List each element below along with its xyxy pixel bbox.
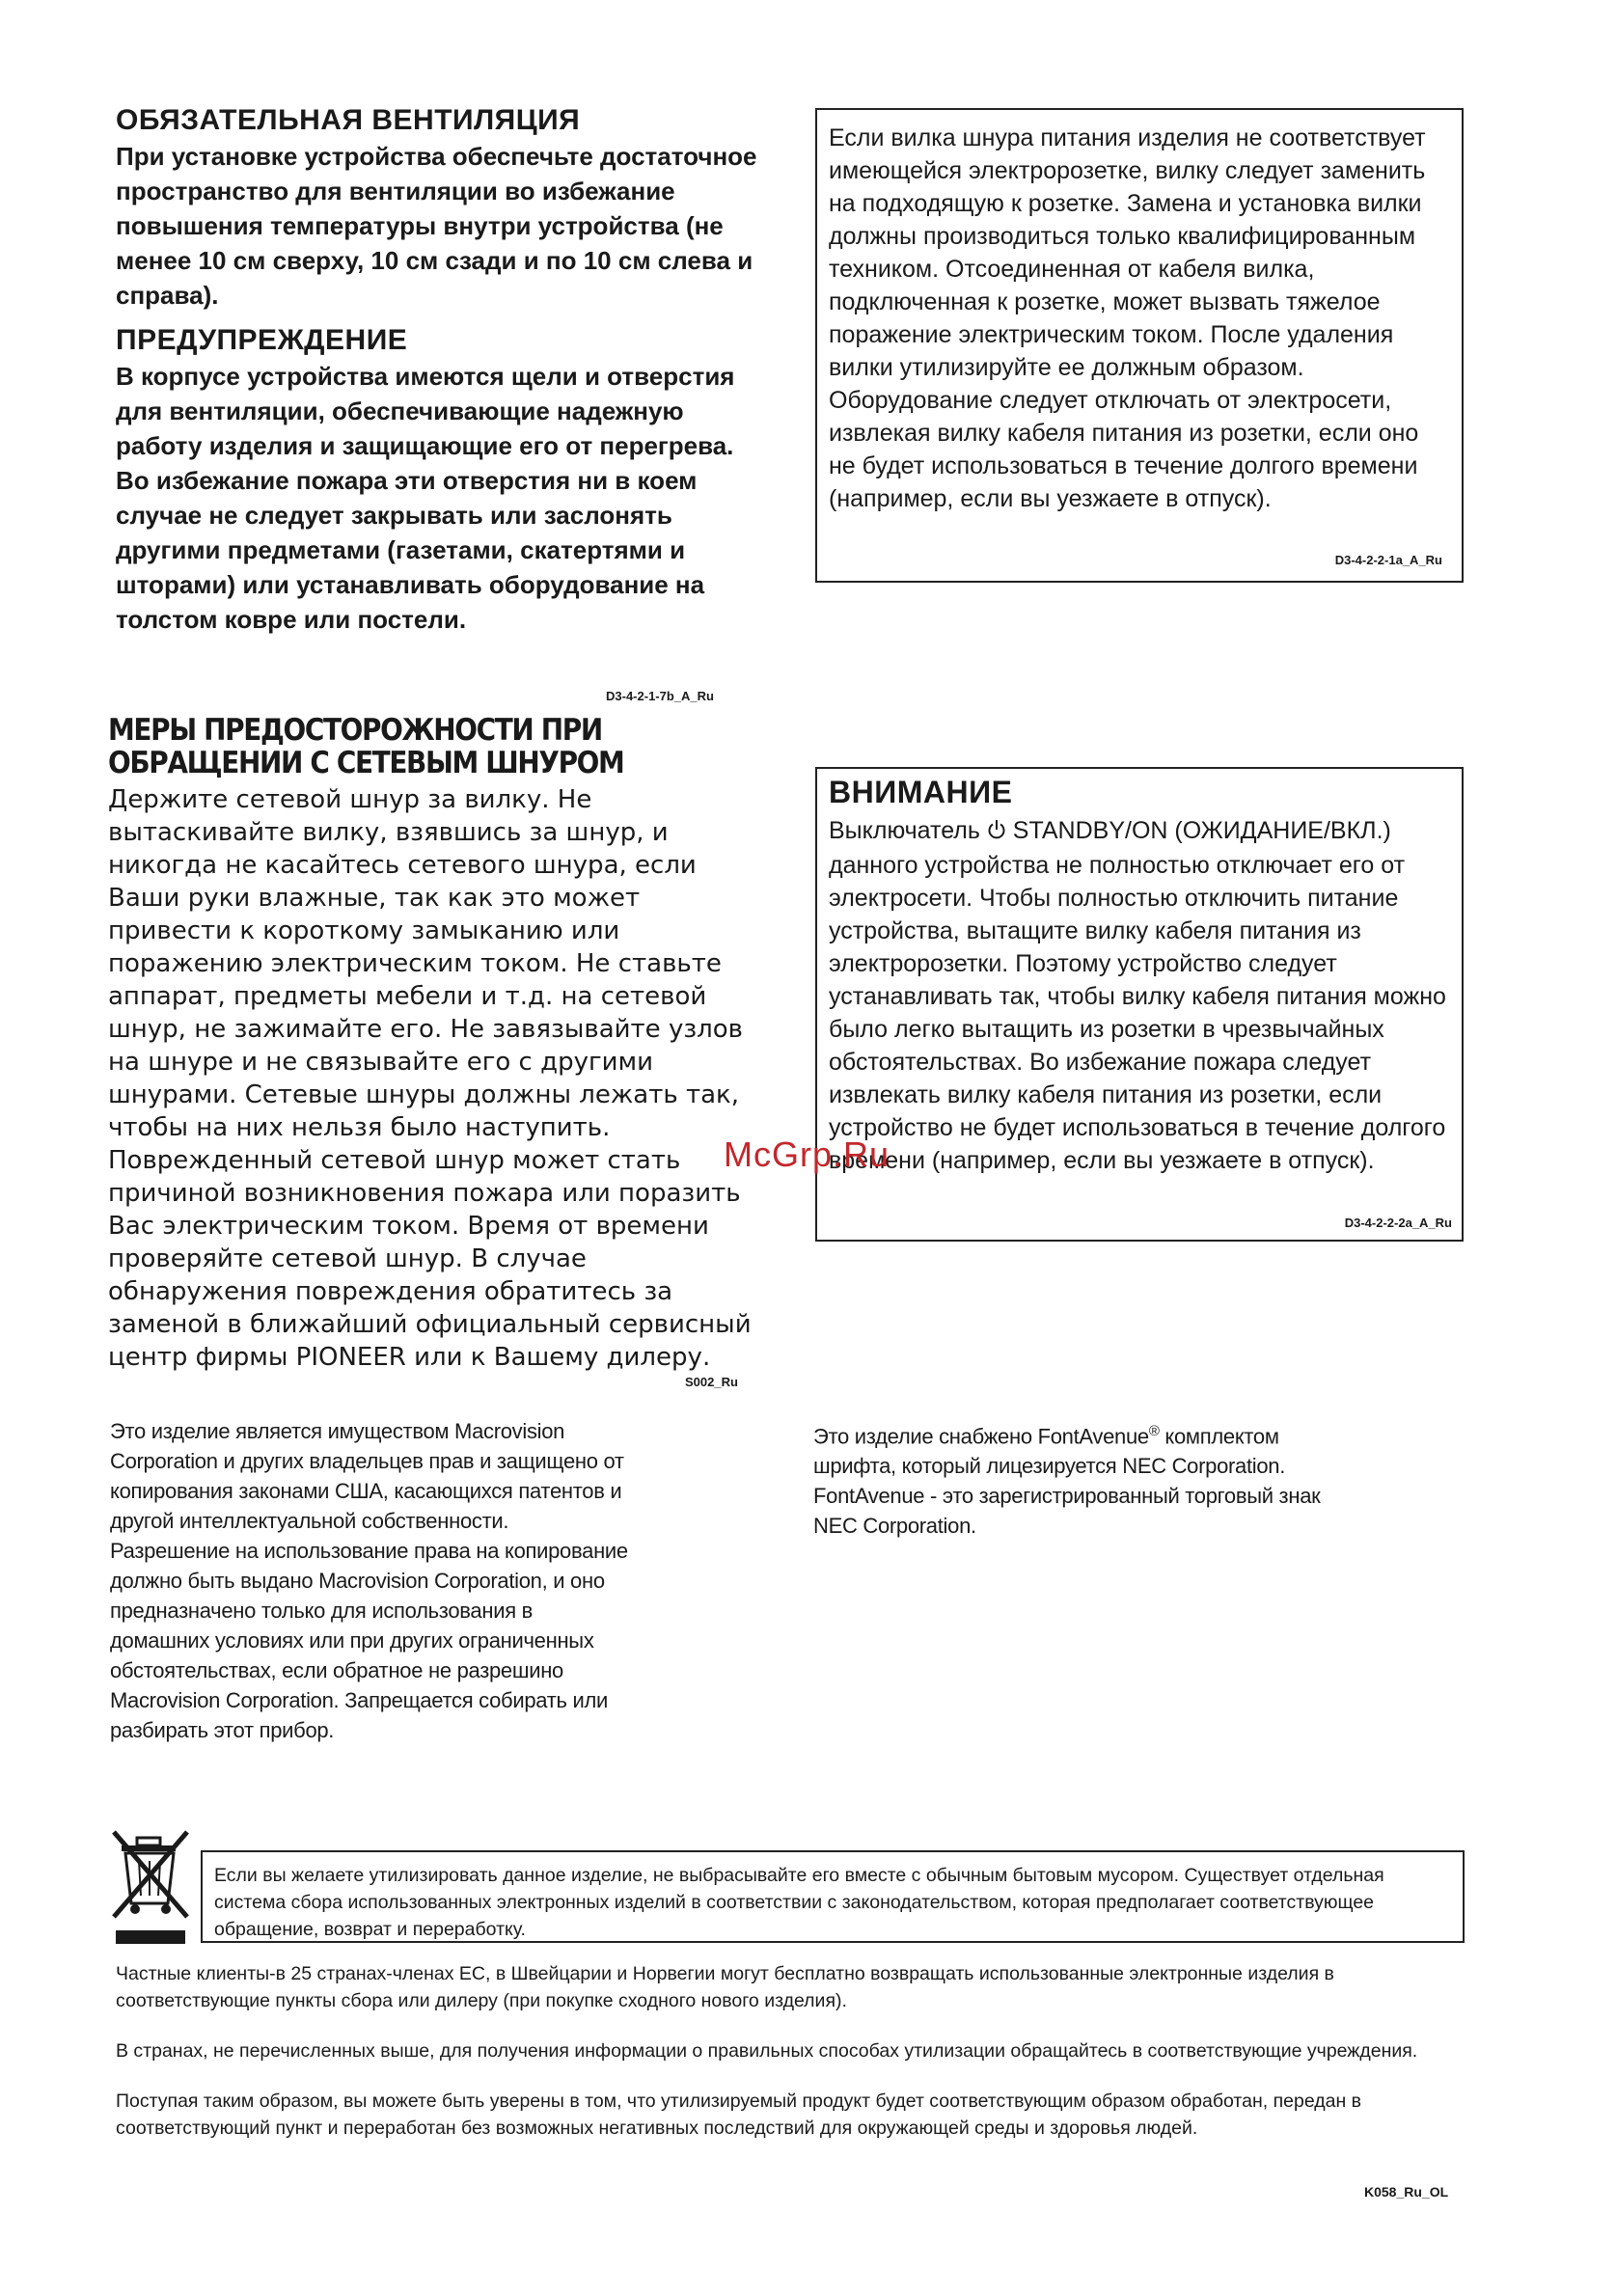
- macrovision-section: [110, 1416, 631, 1745]
- ventilation-title: ОБЯЗАТЕЛЬНАЯ ВЕНТИЛЯЦИЯ: [116, 104, 581, 136]
- plug-notice-code: D3-4-2-2-1a_A_Ru: [1334, 553, 1442, 567]
- fontavenue-section: [813, 1416, 1339, 1541]
- fontavenue-text: [813, 1416, 1339, 1541]
- standby-power-icon: [987, 816, 1006, 849]
- fontavenue-text-rest: комплектом шрифта, который лицезируется NEC Corporation. FontAvenue - это зарегистрированный торговый знак NEC Corporation.: [813, 1424, 1321, 1539]
- recycling-box-text: Если вы желаете утилизировать данное изделие, не выбрасывайте его вместе с обычным бытовым мусором. Существует отдельная система сбора использованных электронных изделий в соответствии с законодательством, которая предполагает соответствующее обращение, возврат и переработку.: [214, 1865, 1384, 1940]
- warning-text: В корпусе устройства имеются щели и отверстия для вентиляции, обеспечивающие надежную работу изделия и защищающие его от перегрева. Во избежание пожара эти отверстия ни в коем случае не следует закрывать или заслонять другими предметами (газетами, скатертями и шторами) или устанавливать оборудование на толстом ковре или постели.: [116, 362, 735, 634]
- macrovision-text: Это изделие является имуществом Macrovision Corporation и других владельцев прав и защищено от копирования законами США, касающихся патентов и другой интеллектуальной собственности. Разрешение на использование права на копирование должно быть выдано Macrovision Corporation, и оно предназначено только для использования в домашних условиях или при других ограниченных обстоятельствах, если обратное не разрешино Macrovision Corporation. Запрещается собирать или разбирать этот прибор.: [110, 1419, 628, 1742]
- ventilation-text: При установке устройства обеспечьте достаточное пространство для вентиляции во избежание повышения температуры внутри устройства (не менее 10 см сверху, 10 см сзади и по 10 см слева и справа).: [116, 142, 757, 310]
- recycling-code: K058_Ru_OL: [1364, 2184, 1449, 2200]
- warning-section: [116, 324, 762, 637]
- caution-title: ВНИМАНИЕ: [829, 775, 1013, 809]
- caution-text: [829, 814, 1450, 1177]
- ventilation-section: [116, 104, 762, 313]
- recycling-box: [201, 1850, 1465, 1943]
- recycling-para-1: Частные клиенты-в 25 странах-членах ЕС, в Швейцарии и Норвегии могут бесплатно возвращать использованные электронные изделия в соответствующие пункты сбора или дилеру (при покупке сходного нового изделия).: [116, 1963, 1334, 2011]
- warning-code: D3-4-2-1-7b_A_Ru: [606, 689, 714, 703]
- caution-text-rest: STANDBY/ON (ОЖИДАНИЕ/ВКЛ.) данного устройства не полностью отключает его от электросети. Чтобы полностью отключить питание устройства, вытащите вилку кабеля питания из электророзетки. Поэтому устройство следует устанавливать так, чтобы вилку кабеля питания можно было легко вытащить из розетки в чрезвычайных обстоятельствах. Во избежание пожара следует извлекать вилку кабеля питания из розетки, если устройство не будет использоваться в течение долгого времени (например, если вы уезжаете в отпуск).: [829, 817, 1446, 1174]
- crossed-out-wheelie-bin-icon: [108, 1826, 193, 1947]
- fontavenue-text-start: Это изделие снабжено FontAvenue: [813, 1424, 1149, 1449]
- plug-notice-box: [815, 108, 1464, 583]
- registered-mark: ®: [1148, 1423, 1160, 1439]
- caution-text-start: Выключатель: [829, 817, 987, 844]
- recycling-para-3: Поступая таким образом, вы можете быть уверены в том, что утилизируемый продукт будет соответствующим образом обработан, передан в соответствующий пункт и переработан без возможных негативных последствий для окружающей среды и здоровья людей.: [116, 2091, 1362, 2139]
- watermark-text: McGrp.Ru: [724, 1134, 890, 1174]
- cord-title-line-2: ОБРАЩЕНИИ С СЕТЕВЫМ ШНУРОМ: [108, 746, 624, 780]
- recycling-paragraphs: [116, 1960, 1466, 2142]
- cord-title-line-1: МЕРЫ ПРЕДОСТОРОЖНОСТИ ПРИ: [108, 713, 602, 748]
- recycling-para-2: В странах, не перечисленных выше, для получения информации о правильных способах утилизации обращайтесь в соответствующие учреждения.: [116, 2040, 1418, 2062]
- caution-box: [815, 767, 1464, 1242]
- warning-title: ПРЕДУПРЕЖДЕНИЕ: [116, 324, 408, 356]
- cord-section: [108, 714, 764, 1374]
- cord-code: S002_Ru: [685, 1375, 738, 1389]
- caution-code: D3-4-2-2-2a_A_Ru: [1344, 1216, 1452, 1230]
- plug-notice-text: Если вилка шнура питания изделия не соответствует имеющейся электророзетке, вилку следует заменить на подходящую к розетке. Замена и установка вилки должны производиться только квалифицированным техником. Отсоединенная от кабеля вилка, подключенная к розетке, может вызвать тяжелое поражение электрическим током. После удаления вилки утилизируйте ее должным образом. Оборудование следует отключать от электросети, извлекая вилку кабеля питания из розетки, если оно не будет использоваться в течение долгого времени (например, если вы уезжаете в отпуск).: [829, 124, 1426, 512]
- cord-text: Держите сетевой шнур за вилку. Не вытаскивайте вилку, взявшись за шнур, и никогда не касайтесь сетевого шнура, если Ваши руки влажные, так как это может привести к короткому замыканию или поражению электрическим током. Не ставьте аппарат, предметы мебели и т.д. на сетевой шнур, не зажимайте его. Не завязывайте узлов на шнуре и не связывайте его с другими шнурами. Сетевые шнуры должны лежать так, чтобы на них нельзя было наступить. Поврежденный сетевой шнур может стать причиной возникновения пожара или поразить Вас электрическим током. Время от времени проверяйте сетевой шнур. В случае обнаружения повреждения обратитесь за заменой в ближайший официальный сервисный центр фирмы PIONEER или к Вашему дилеру.: [108, 785, 752, 1372]
